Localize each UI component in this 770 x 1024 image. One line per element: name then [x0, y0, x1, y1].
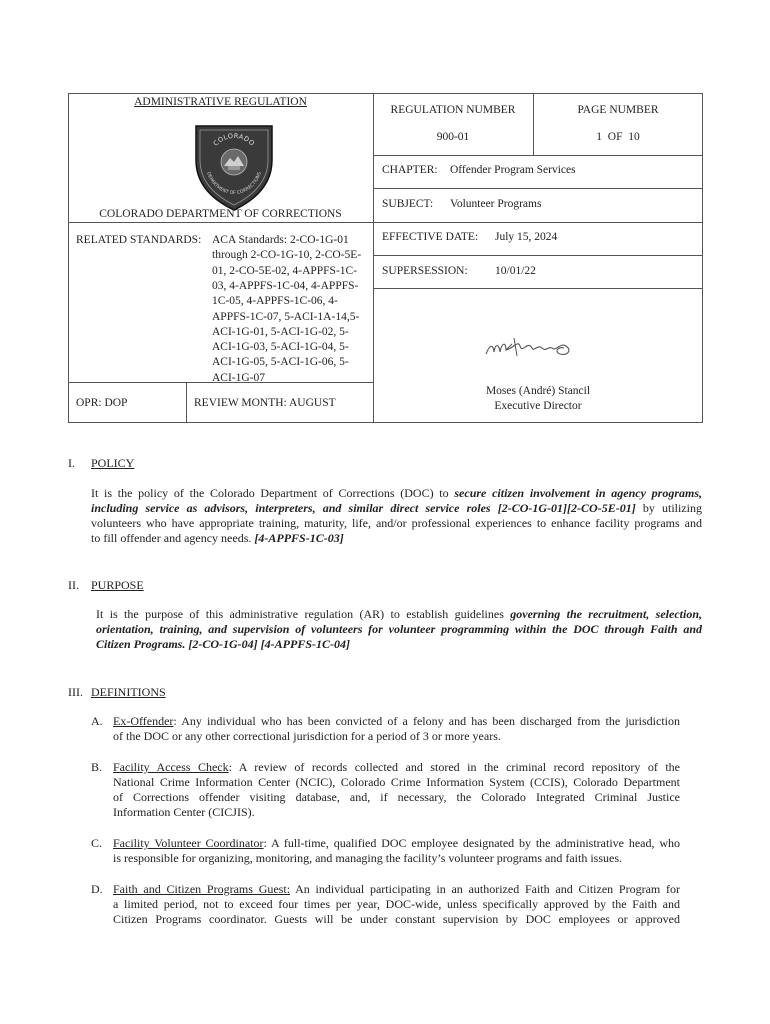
supersession-label: SUPERSESSION: — [382, 265, 468, 277]
paragraph-line — [96, 637, 702, 652]
definition-text: is responsible for organizing, monitoring, and managing the facility’s volunteer programs and faith issues. — [113, 851, 623, 865]
emphasized-text: secure citizen involvement in agency programs, — [454, 486, 703, 500]
definition-line — [113, 790, 680, 805]
related-standards-line: ACI-1G-03, 5-ACI-1G-04, 5- — [212, 341, 349, 354]
paragraph-line — [91, 486, 702, 501]
seal-top-text: COLORADO — [211, 131, 257, 148]
text-run: by utilizing — [635, 501, 702, 515]
text-run: It is the policy of the Colorado Department of Corrections (DOC) to — [91, 486, 455, 500]
opr: OPR: DOP — [76, 397, 128, 409]
definition-term: Ex-Offender — [113, 714, 174, 728]
definition-letter: B. — [91, 760, 103, 774]
divider — [373, 222, 703, 223]
divider — [186, 382, 187, 423]
definition-line — [113, 836, 680, 851]
divider — [373, 188, 703, 189]
regulation-number-label: REGULATION NUMBER — [390, 104, 516, 116]
page-number-label: PAGE NUMBER — [577, 104, 659, 116]
paragraph-line — [91, 516, 702, 531]
definition-term: Facility Volunteer Coordinator — [113, 836, 264, 850]
divider — [373, 255, 703, 256]
emphasized-text: Citizen Programs. [2-CO-1G-04] [4-APPFS-1C-04] — [96, 637, 350, 651]
seal-logo — [188, 120, 280, 212]
related-standards-line: 03, 4-APPFS-1C-04, 4-APPFS- — [212, 279, 359, 292]
text-run: to fill offender and agency needs. — [91, 531, 255, 545]
paragraph-line — [96, 607, 702, 622]
related-standards-line: ACI-1G-01, 5-ACI-1G-02, 5- — [212, 325, 349, 338]
definition-line — [113, 851, 680, 866]
definition-line — [113, 897, 680, 912]
emphasized-text: [4-APPFS-1C-03] — [254, 531, 344, 545]
definition-text: Citizen Programs coordinator. Guests will be under constant supervision by DOC employees or approved — [113, 912, 680, 926]
signer-name: Moses (André) Stancil — [485, 385, 591, 397]
emphasized-text: orientation, training, and supervision of volunteers for volunteer programming within the DOC through Faith and — [96, 622, 702, 636]
definitions-number: III. — [68, 685, 83, 699]
policy-heading: POLICY — [91, 456, 135, 470]
related-standards-line: 1C-05, 4-APPFS-1C-06, 4- — [212, 295, 338, 308]
definition-term: Faith and Citizen Programs Guest: — [113, 882, 291, 896]
definition-letter: C. — [91, 836, 103, 850]
text-run: It is the purpose of this administrative regulation (AR) to establish guidelines — [96, 607, 511, 621]
page-number: 1 OF 10 — [596, 131, 640, 143]
seal-bottom-text: DEPARTMENT OF CORRECTIONS — [205, 171, 263, 197]
divider — [373, 288, 703, 289]
chapter-value: Offender Program Services — [450, 164, 576, 176]
subject-value: Volunteer Programs — [450, 198, 542, 210]
related-standards-line: ACI-1G-05, 5-ACI-1G-06, 5- — [212, 356, 349, 369]
related-standards-line: through 2-CO-1G-10, 2-CO-5E- — [212, 249, 362, 262]
definition-line — [113, 912, 680, 927]
definition-text: a limited period, not to exceed four times per year, DOC-wide, unless specifically approved by the Faith and — [113, 897, 680, 911]
chapter-label: CHAPTER: — [382, 164, 438, 176]
purpose-heading: PURPOSE — [91, 578, 144, 592]
definition-text: : Any individual who has been convicted of a felony and has been discharged from the jurisdiction — [173, 714, 680, 728]
department-name: COLORADO DEPARTMENT OF CORRECTIONS — [99, 208, 342, 220]
effective-date: July 15, 2024 — [495, 231, 558, 243]
supersession-value: 10/01/22 — [495, 265, 536, 277]
definition-line — [113, 775, 680, 790]
definition-letter: D. — [91, 882, 103, 896]
definition-text: of the DOC or any other correctional jurisdiction for a period of 3 or more years. — [113, 729, 501, 743]
signer-title: Executive Director — [494, 400, 582, 412]
paragraph-line — [96, 622, 702, 637]
paragraph-line — [91, 531, 702, 546]
related-standards-line: ACI-1G-07 — [212, 371, 266, 384]
definition-line — [113, 760, 680, 775]
paragraph-line — [91, 501, 702, 516]
definition-letter: A. — [91, 714, 103, 728]
definition-line — [113, 805, 680, 820]
definition-text: : A full-time, qualified DOC employee designated by the administrative head, who — [263, 836, 680, 850]
emphasized-text: including service as advisors, interpreters, and similar direct service roles [2-CO-1G-01][2-CO-5E-01] — [91, 501, 636, 515]
regulation-title: ADMINISTRATIVE REGULATION — [134, 96, 307, 108]
definitions-heading: DEFINITIONS — [91, 685, 166, 699]
policy-number: I. — [68, 456, 75, 470]
related-standards-line: APPFS-1C-07, 5-ACI-1A-14,5- — [212, 310, 360, 323]
definition-text: of Corrections offender visiting database, and, if necessary, the Colorado Integrated Criminal Justice — [113, 790, 680, 804]
definition-line — [113, 714, 680, 729]
definition-term: Facility Access Check — [113, 760, 229, 774]
text-run: volunteers who have appropriate training, maturity, life, and/or professional experiences to enhance facility programs and — [91, 516, 702, 530]
related-standards-line: 01, 2-CO-5E-02, 4-APPFS-1C- — [212, 264, 358, 277]
definition-line — [113, 882, 680, 897]
definition-text: : A review of records collected and stored in the criminal record repository of the — [228, 760, 681, 774]
subject-label: SUBJECT: — [382, 198, 434, 210]
definition-text: Information Center (CICJIS). — [113, 805, 255, 819]
effective-date-label: EFFECTIVE DATE: — [382, 231, 479, 243]
definition-text: An individual participating in an authorized Faith and Citizen Program for — [290, 882, 680, 896]
divider — [68, 222, 373, 223]
signature-image — [484, 334, 576, 364]
emphasized-text: governing the recruitment, selection, — [510, 607, 702, 621]
purpose-number: II. — [68, 578, 79, 592]
regulation-number: 900-01 — [436, 131, 470, 143]
definition-line — [113, 729, 680, 744]
divider — [373, 155, 703, 156]
definition-text: National Crime Information Center (NCIC), Colorado Crime Information System (CCIS), Colorado Department — [113, 775, 680, 789]
related-standards-label: RELATED STANDARDS: — [76, 234, 202, 246]
related-standards-line: ACA Standards: 2-CO-1G-01 — [212, 234, 349, 246]
review-month: REVIEW MONTH: AUGUST — [194, 397, 336, 409]
